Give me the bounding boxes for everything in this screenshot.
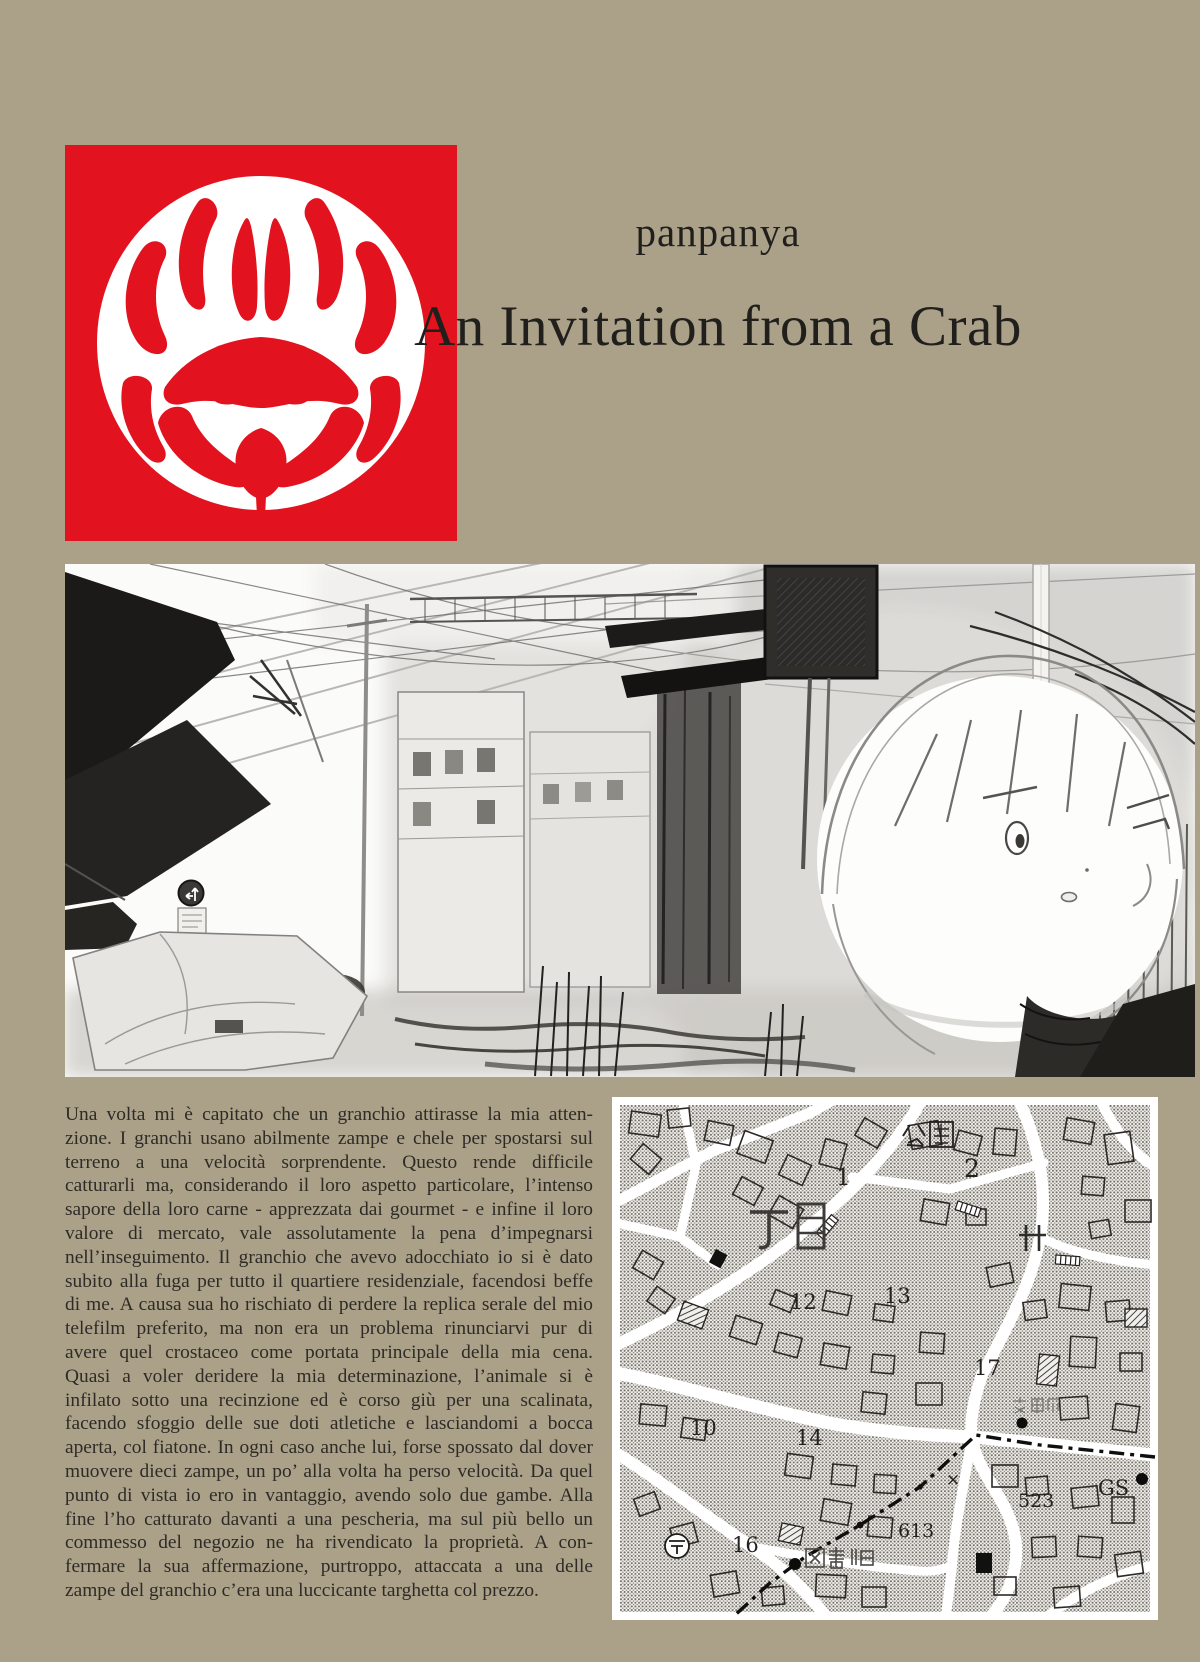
blurb-line: catturarli ma, considerando il loro aspetto particolare, l’intenso [65,1175,593,1197]
blurb-line: punto di vista io ero in vantaggio, avendo solo due gambe. Alla [65,1484,593,1506]
blurb-line: aperta, col fiatone. In ogni caso anche lui, forse spossato dal dover [65,1437,593,1459]
blurb-line: sapore della loro carne - apprezzata dai gourmet - e infine il loro [65,1199,593,1221]
blurb-line: telefilm preferito, ma non era un problema rinunciarvi pur di [65,1318,593,1340]
map-label-1: 1 [836,1165,851,1191]
book-title: An Invitation from a Crab [414,295,1022,358]
back-cover-blurb [65,1103,593,1603]
blurb-line: Una volta mi è capitato che un granchio attirasse la mia atten- [65,1104,593,1125]
map-label-13: 13 [884,1284,911,1308]
blurb-line: terreno a una velocità sorprendente. Questo rende difficile [65,1151,593,1173]
map-label-12: 12 [790,1290,817,1314]
blurb-line: valore di mercato, vale assolutamente la pena d’impegnarsi [65,1222,593,1244]
blurb-line: commesso del negozio ne ha rivendicato la proprietà. A con- [65,1532,593,1554]
street-illustration [65,564,1195,1077]
blurb-line: avere quel crostaceo come portata principale della mia cena. [65,1341,593,1363]
map-label-cross: × [946,1470,961,1490]
blurb-line: infilato sotto una recinzione ed è corso giù per una scalinata, [65,1389,593,1411]
substation-dot [1017,1418,1028,1429]
map-label-613: 613 [898,1520,935,1542]
map-label-14: 14 [796,1426,823,1450]
map-label-10: 10 [690,1416,717,1440]
blurb-line: subito alla fuga per tutto il quartiere residenziale, facendosi beffe [65,1270,593,1292]
map-label-523: 523 [1018,1490,1055,1512]
blurb-line: nell’inseguimento. Il granchio che avevo adocchiato io si è dato [65,1246,593,1268]
map-label-17: 17 [974,1356,1001,1380]
map-label-16: 16 [732,1533,759,1557]
direction-sign-icon [179,881,204,906]
blurb-line: facendo sfoggio delle sue doti atletiche e lasciandomi a bocca [65,1413,593,1435]
blurb-line: muovere dieci zampe, un po’ alla volta ha perso velocità. Da quel [65,1460,593,1482]
gs-dot [1136,1473,1148,1485]
library-dot [789,1558,801,1570]
mouth [1062,893,1077,902]
blurb-line: fine l’ho catturato davanti a una pescheria, ma sul più bello un [65,1508,593,1530]
blurb-line: di me. A causa sua ho rischiato di perdere la replica serale del mio [65,1294,593,1316]
map-content [616,1097,1158,1615]
blurb-line: Quasi a voler deridere la mia determinazione, l’animale si è [65,1365,593,1387]
post-office-icon [665,1534,689,1558]
blurb-line: zione. I granchi usano abilmente zampe e chele per spostarsi sul [65,1127,593,1149]
map-label-gs: GS [1098,1476,1130,1500]
author-name: panpanya [635,209,801,255]
map-label-2: 2 [964,1154,980,1183]
blurb-line: fermare la sua affermazione, purtroppo, attaccata a una delle [65,1556,593,1578]
city-map [612,1097,1158,1620]
blurb-line: zampe del granchio c’era una luccicante targhetta col prezzo. [65,1579,539,1601]
